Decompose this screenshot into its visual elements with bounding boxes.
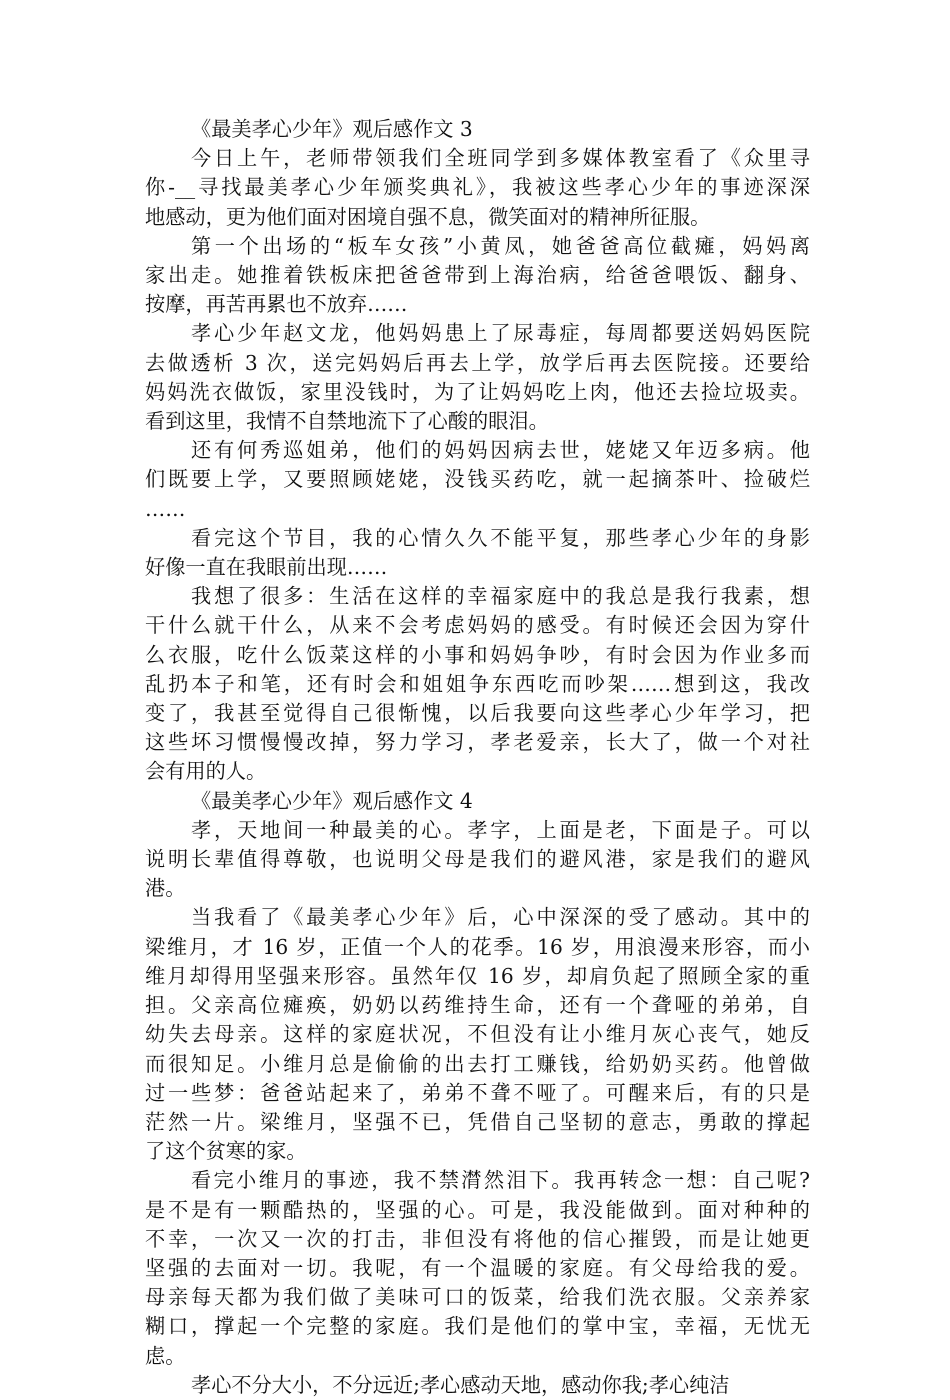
text-line: 当我看了《最美孝心少年》后，心中深深的受了感动。其中的 bbox=[191, 905, 810, 930]
section-4-title: 《最美孝心少年》观后感作文 4 bbox=[191, 788, 473, 813]
text-line: 第一个出场的“板车女孩”小黄凤，她爸爸高位截瘫，妈妈离 bbox=[191, 233, 810, 258]
text-line: 今日上午，老师带领我们全班同学到多媒体教室看了《众里寻 bbox=[191, 146, 810, 171]
paragraph bbox=[145, 903, 810, 1166]
section-3-body bbox=[145, 144, 810, 786]
paragraph bbox=[145, 319, 810, 436]
text-line: 看完小维月的事迹，我不禁潸然泪下。我再转念一想：自己呢? bbox=[191, 1168, 810, 1193]
text-line: 变了，我甚至觉得自己很惭愧，以后我要向这些孝心少年学习，把 bbox=[145, 701, 810, 726]
text-line: 维月却得用坚强来形容。虽然年仅 16 岁，却肩负起了照顾全家的重 bbox=[145, 963, 810, 988]
text-line: 幼失去母亲。这样的家庭状况，不但没有让小维月灰心丧气，她反 bbox=[145, 1022, 810, 1047]
text-line: 还有何秀巡姐弟，他们的妈妈因病去世，姥姥又年迈多病。他 bbox=[191, 438, 810, 463]
section-4-body bbox=[145, 816, 810, 1400]
text-line: 而很知足。小维月总是偷偷的出去打工赚钱，给奶奶买药。他曾做 bbox=[145, 1051, 810, 1076]
text-line: 去做透析 3 次，送完妈妈后再去上学，放学后再去医院接。还要给 bbox=[145, 350, 810, 375]
text-line: 乱扔本子和笔，还有时会和姐姐争东西吃而吵架……想到这，我改 bbox=[145, 671, 810, 696]
text-line: 好像一直在我眼前出现…… bbox=[145, 555, 388, 580]
paragraph bbox=[145, 144, 810, 232]
paragraph bbox=[145, 436, 810, 524]
text-line: 干什么就干什么，从来不会考虑妈妈的感受。有时候还会因为穿什 bbox=[145, 613, 810, 638]
text-line: 坚强的去面对一切。我呢，有一个温暖的家庭。有父母给我的爱。 bbox=[145, 1255, 810, 1280]
text-line: 看完这个节目，我的心情久久不能平复，那些孝心少年的身影 bbox=[191, 525, 810, 550]
section-3-title: 《最美孝心少年》观后感作文 3 bbox=[191, 117, 473, 141]
text-line: 过一些梦：爸爸站起来了，弟弟不聋不哑了。可醒来后，有的只是 bbox=[145, 1080, 810, 1105]
text-line: 会有用的人。 bbox=[145, 759, 267, 784]
text-line: 担。父亲高位瘫痪，奶奶以药维持生命，还有一个聋哑的弟弟，自 bbox=[145, 993, 810, 1018]
text-line: 不幸，一次又一次的打击，非但没有将他的信心摧毁，而是让她更 bbox=[145, 1226, 810, 1251]
paragraph bbox=[145, 1166, 810, 1370]
text-line: 地感动，更为他们面对困境自强不息，微笑面对的精神所征服。 bbox=[145, 204, 711, 229]
paragraph bbox=[145, 582, 810, 786]
document-page bbox=[145, 115, 810, 1400]
text-line: 孝心不分大小，不分远近;孝心感动天地，感动你我;孝心纯洁 bbox=[191, 1372, 730, 1397]
text-line: 孝心少年赵文龙，他妈妈患上了尿毒症，每周都要送妈妈医院 bbox=[191, 321, 810, 346]
text-line: 茫然一片。梁维月，坚强不已，凭借自己坚韧的意志，勇敢的撑起 bbox=[145, 1109, 810, 1134]
text-line: 你-__寻找最美孝心少年颁奖典礼》，我被这些孝心少年的事迹深深 bbox=[145, 175, 810, 200]
text-line: 们既要上学，又要照顾姥姥，没钱买药吃，就一起摘茶叶、捡破烂 bbox=[145, 467, 810, 492]
paragraph bbox=[145, 524, 810, 582]
text-line: 么衣服，吃什么饭菜这样的小事和妈妈争吵，有时会因为作业多而 bbox=[145, 642, 810, 667]
text-line: 家出走。她推着铁板床把爸爸带到上海治病，给爸爸喂饭、翻身、 bbox=[145, 263, 810, 288]
paragraph bbox=[145, 1371, 810, 1400]
text-line: 说明长辈值得尊敬，也说明父母是我们的避风港，家是我们的避风 bbox=[145, 847, 810, 872]
text-line: 港。 bbox=[145, 876, 186, 901]
text-line: 妈妈洗衣做饭，家里没钱时，为了让妈妈吃上肉，他还去捡垃圾卖。 bbox=[145, 379, 810, 404]
text-line: 了这个贫寒的家。 bbox=[145, 1139, 307, 1164]
text-line: 我想了很多：生活在这样的幸福家庭中的我总是我行我素，想 bbox=[191, 584, 810, 609]
text-line: 虑。 bbox=[145, 1343, 186, 1368]
text-line: 梁维月，才 16 岁，正值一个人的花季。16 岁，用浪漫来形容，而小 bbox=[145, 934, 810, 959]
text-line: 孝，天地间一种最美的心。孝字，上面是老，下面是子。可以 bbox=[191, 817, 810, 842]
text-line: 糊口，撑起一个完整的家庭。我们是他们的掌中宝，幸福，无忧无 bbox=[145, 1314, 810, 1339]
text-line: 母亲每天都为我们做了美味可口的饭菜，给我们洗衣服。父亲养家 bbox=[145, 1285, 810, 1310]
text-line: …… bbox=[145, 496, 186, 521]
text-line: 按摩，再苦再累也不放弃…… bbox=[145, 292, 408, 317]
text-line: 这些坏习惯慢慢改掉，努力学习，孝老爱亲，长大了，做一个对社 bbox=[145, 730, 810, 755]
paragraph bbox=[145, 816, 810, 904]
text-line: 看到这里，我情不自禁地流下了心酸的眼泪。 bbox=[145, 409, 549, 434]
paragraph bbox=[145, 232, 810, 320]
text-line: 是不是有一颗酷热的，坚强的心。可是，我没能做到。面对种种的 bbox=[145, 1197, 810, 1222]
